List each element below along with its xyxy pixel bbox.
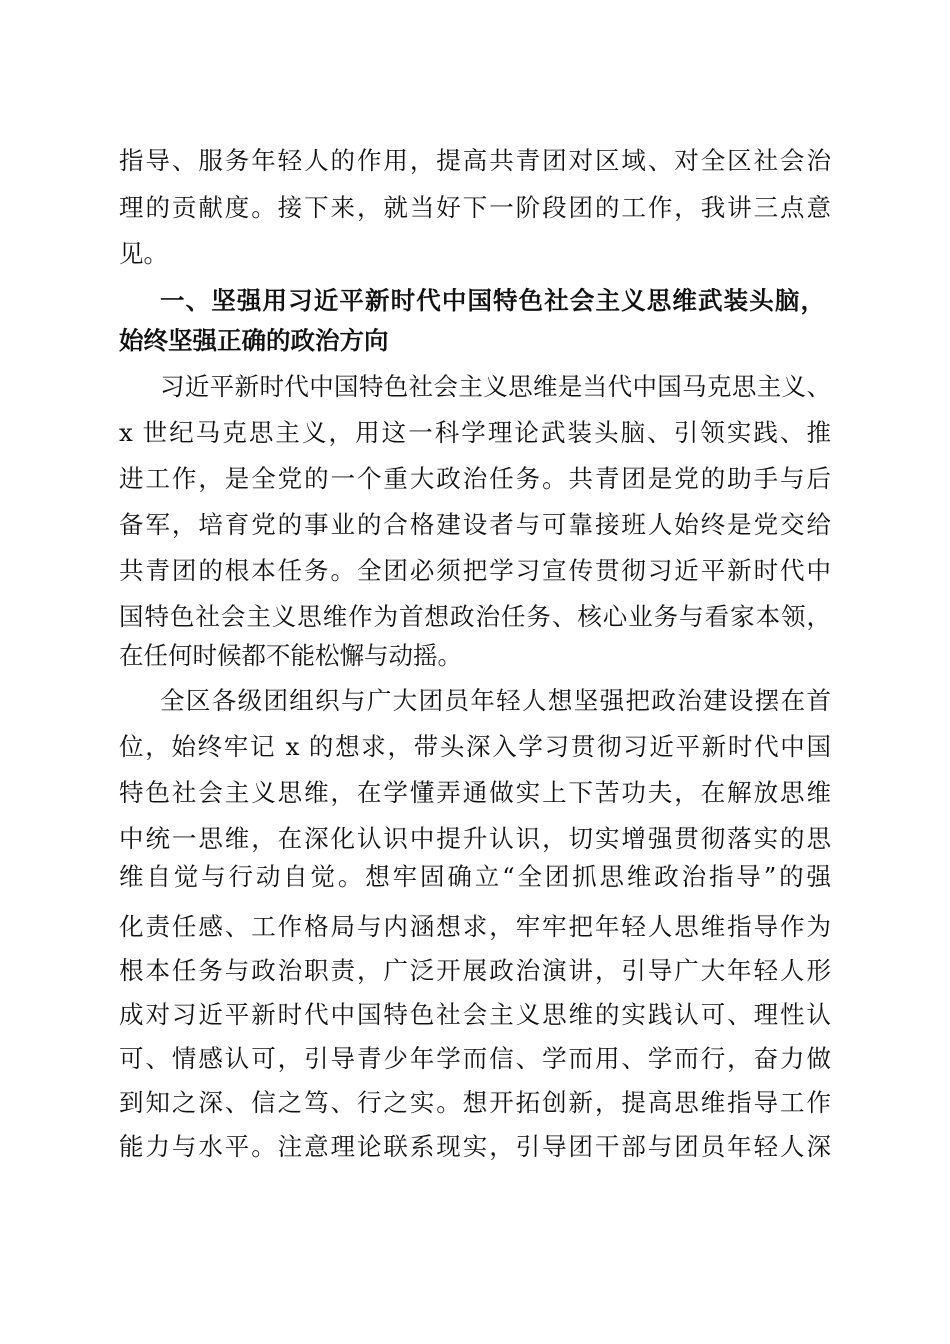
body-text-line: 特色社会主义思维，在学懂弄通做实上下苦功夫，在解放思维: [119, 778, 831, 807]
body-text-line: 备军，培育党的事业的合格建设者与可靠接班人始终是党交给: [119, 510, 831, 539]
body-text-line: 化责任感、工作格局与内涵想求，牢牢把年轻人思维指导作为: [119, 912, 831, 941]
body-text-line: 根本任务与政治职责，广泛开展政治演讲，引导广大年轻人形: [119, 956, 831, 985]
body-text-line: 位，始终牢记 x 的想求，带头深入学习贯彻习近平新时代中国: [119, 732, 831, 761]
paragraph-first-line: 习近平新时代中国特色社会主义思维是当代中国马克思主义、: [160, 372, 831, 401]
body-text-line: 国特色社会主义思维作为首想政治任务、核心业务与看家本领，: [119, 602, 831, 631]
section-heading: 一、坚强用习近平新时代中国特色社会主义思维武装头脑，: [160, 286, 825, 315]
section-heading: 始终坚强正确的政治方向: [119, 326, 389, 355]
body-text-line: 共青团的根本任务。全团必须把学习宣传贯彻习近平新时代中: [119, 556, 831, 585]
body-text-line: 见。: [119, 239, 168, 268]
body-text-line: 理的贡献度。接下来，就当好下一阶段团的工作，我讲三点意: [119, 193, 831, 222]
body-text-line: 中统一思维，在深化认识中提升认识，切实增强贯彻落实的思: [119, 824, 831, 853]
body-text-line: 维自觉与行动自觉。想牢固确立“全团抓思维政治指导”的强: [119, 862, 831, 891]
body-text-line: 进工作，是全党的一个重大政治任务。共青团是党的助手与后: [119, 464, 831, 493]
body-text-line: 指导、服务年轻人的作用，提高共青团对区域、对全区社会治: [119, 146, 831, 175]
body-text-line: 成对习近平新时代中国特色社会主义思维的实践认可、理性认: [119, 1000, 831, 1029]
body-text-line: 到知之深、信之笃、行之实。想开拓创新，提高思维指导工作: [119, 1088, 831, 1117]
body-text-line: x 世纪马克思主义，用这一科学理论武装头脑、引领实践、推: [119, 418, 831, 447]
body-text-line: 能力与水平。注意理论联系现实，引导团干部与团员年轻人深: [119, 1132, 831, 1161]
body-text-line: 在任何时候都不能松懈与动摇。: [119, 641, 462, 670]
paragraph-first-line: 全区各级团组织与广大团员年轻人想坚强把政治建设摆在首: [160, 686, 831, 715]
body-text-line: 可、情感认可，引导青少年学而信、学而用、学而行，奋力做: [119, 1044, 831, 1073]
